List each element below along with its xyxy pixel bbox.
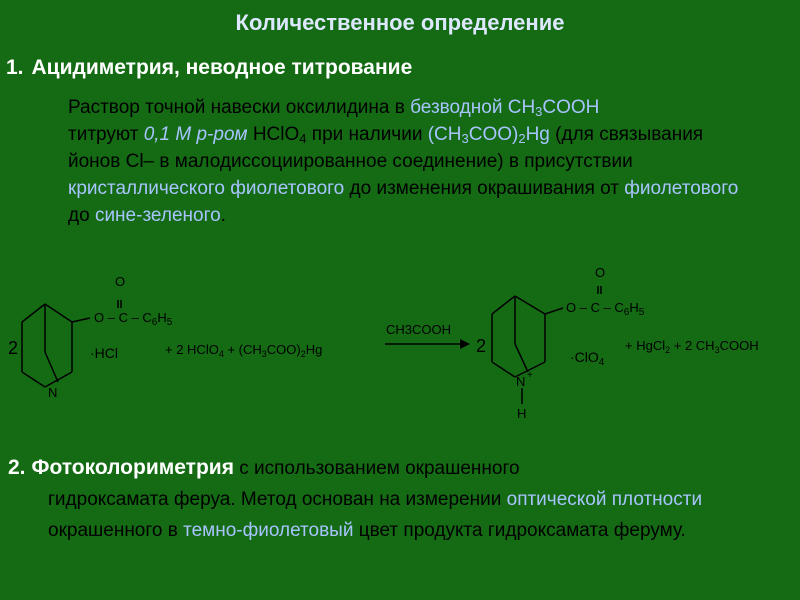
section1-heading-text: Ацидиметрия, неводное титрование xyxy=(31,56,413,79)
section2-body xyxy=(8,484,778,546)
arrow-label: CH3COOH xyxy=(386,322,452,337)
section2-hl-1: оптической плотности xyxy=(506,489,703,510)
section2-text-1: с использованием окрашенного xyxy=(233,458,520,479)
right-o-top: O xyxy=(595,265,606,280)
right-n-atom: N xyxy=(516,374,526,389)
para-hl-4: кристаллического фиолетового xyxy=(68,178,345,199)
section2-paragraph xyxy=(8,452,778,546)
para-hl-3b: COO) xyxy=(468,124,519,145)
para-text-2: титруют xyxy=(68,124,144,145)
section1-paragraph xyxy=(68,94,758,229)
reaction-arrow xyxy=(385,339,470,349)
right-coefficient: 2 xyxy=(476,336,487,356)
right-h-atom: H xyxy=(517,406,527,421)
para-text-5: (для связывания йонов Cl– в малодиссоциированное соединение) в присутствии xyxy=(68,124,704,172)
para-text-1: Раствор точной навески оксилидина в xyxy=(68,97,411,118)
reagents-text: + 2 HClO$_4$ + $(CH_3COO)_2Hg$ xyxy=(165,342,323,359)
section2-heading: Фотоколориметрия xyxy=(31,456,234,479)
right-n-plus: + xyxy=(527,370,533,381)
reaction-svg xyxy=(0,262,800,430)
slide-title: Количественное определение xyxy=(235,10,565,35)
para-hl-3c: Hg xyxy=(525,124,550,145)
para-text-3-sub: 4 xyxy=(299,131,307,146)
para-text-7: до xyxy=(68,205,95,226)
para-text-3: HClO xyxy=(247,124,300,145)
section2-number: 2. xyxy=(8,456,26,479)
para-hl-6: сине-зеленого xyxy=(94,205,221,226)
section2-text-4: цвет продукта гидроксамата феруму. xyxy=(353,520,686,541)
section1-number: 1. xyxy=(6,56,24,79)
para-hl-5: фиолетового xyxy=(624,178,739,199)
section2-text-3: окрашенного в xyxy=(48,520,184,541)
products-text: + HgCl$_2$ + 2 $CH_3COOH$ xyxy=(625,338,759,355)
left-coefficient: 2 xyxy=(8,338,19,358)
para-hl-3-sub: 3 xyxy=(461,131,469,146)
para-hl-1-sub: 3 xyxy=(535,104,543,119)
right-ester-chain: O – C – $C_6H_5$ xyxy=(566,300,645,318)
section2-text-2: гидроксамата феруа. Метод основан на измерении xyxy=(48,489,507,510)
para-text-8: . xyxy=(220,205,226,226)
left-o-top: O xyxy=(115,274,126,289)
para-hl-3-sub2: 2 xyxy=(518,131,526,146)
para-hl-1 xyxy=(410,97,599,118)
para-hl-2: 0,1 М р-ром xyxy=(143,124,248,145)
right-clo4: ·ClO$_4$ xyxy=(570,349,605,368)
section1-heading xyxy=(6,56,412,80)
para-hl-1a: безводной CH xyxy=(410,97,536,118)
para-text-6: до изменения окрашивания от xyxy=(344,178,625,199)
para-hl-3a: (CH xyxy=(427,124,462,145)
para-hl-3 xyxy=(428,124,550,145)
reaction-scheme xyxy=(0,262,800,430)
para-hl-1b: COOH xyxy=(542,97,600,118)
section2-hl-2: темно-фиолетовый xyxy=(183,520,354,541)
left-hcl: ·HCl xyxy=(90,345,118,361)
para-text-4: при наличии xyxy=(306,124,428,145)
left-n-atom: N xyxy=(48,385,58,400)
left-ester-chain: O – C – $C_6H_5$ xyxy=(94,310,173,328)
